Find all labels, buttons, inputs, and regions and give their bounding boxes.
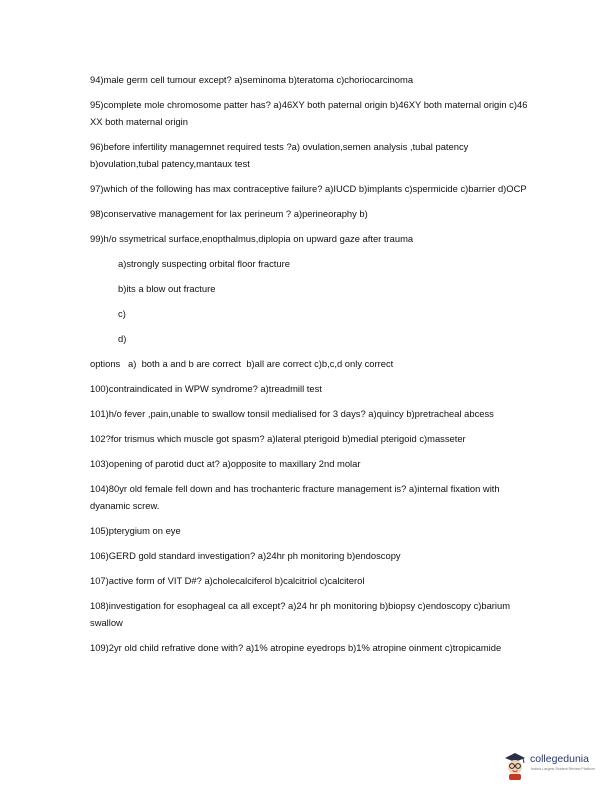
question-103: 103)opening of parotid duct at? a)opposite to maxillary 2nd molar: [90, 458, 361, 469]
logo-name: collegedunia: [530, 753, 589, 765]
question-102: 102?for trismus which muscle got spasm? a)lateral pterigoid b)medial pterigoid c)masseter: [90, 433, 466, 444]
q99-options: options a) both a and b are correct b)all are correct c)b,c,d only correct: [90, 358, 394, 369]
q99-subitem-c: c): [118, 308, 126, 319]
question-100: 100)contraindicated in WPW syndrome? a)treadmill test: [90, 383, 322, 394]
mascot-icon: [503, 750, 527, 780]
question-106: 106)GERD gold standard investigation? a)24hr ph monitoring b)endoscopy: [90, 550, 401, 561]
logo-tagline: India's Largest Student Review Platform: [531, 767, 595, 771]
collegedunia-logo: [503, 748, 608, 784]
question-96: 96)before infertility managemnet required tests ?a) ovulation,semen analysis ,tubal patency b)ovulation,tubal patency,mantaux test: [90, 141, 469, 169]
question-109: 109)2yr old child refrative done with? a)1% atropine eyedrops b)1% atropine oinment c)tropicamide: [90, 642, 502, 653]
question-94: 94)male germ cell tumour except? a)seminoma b)teratoma c)choriocarcinoma: [90, 74, 414, 85]
question-105: 105)pterygium on eye: [90, 525, 181, 536]
question-104: 104)80yr old female fell down and has trochanteric fracture management is? a)internal fixation with dyanamic screw.: [90, 483, 500, 511]
question-108: 108)investigation for esophageal ca all except? a)24 hr ph monitoring b)biopsy c)endoscopy c)barium swallow: [90, 600, 511, 628]
question-101: 101)h/o fever ,pain,unable to swallow tonsil medialised for 3 days? a)quincy b)pretracheal abcess: [90, 408, 494, 419]
q99-subitem-a: a)strongly suspecting orbital floor fracture: [118, 258, 290, 269]
question-107: 107)active form of VIT D#? a)cholecalciferol b)calcitriol c)calciterol: [90, 575, 365, 586]
q99-subitem-b: b)its a blow out fracture: [118, 283, 216, 294]
question-98: 98)conservative management for lax perineum ? a)perineoraphy b): [90, 208, 368, 219]
question-97: 97)which of the following has max contraceptive failure? a)IUCD b)implants c)spermicide c)barrier d)OCP: [90, 183, 527, 194]
q99-subitem-d: d): [118, 333, 127, 344]
question-99: 99)h/o ssymetrical surface,enopthalmus,diplopia on upward gaze after trauma: [90, 233, 414, 244]
document-body: [90, 71, 530, 664]
question-95: 95)complete mole chromosome patter has? a)46XY both paternal origin b)46XY both maternal origin c)46 XX both maternal origin: [90, 99, 528, 127]
